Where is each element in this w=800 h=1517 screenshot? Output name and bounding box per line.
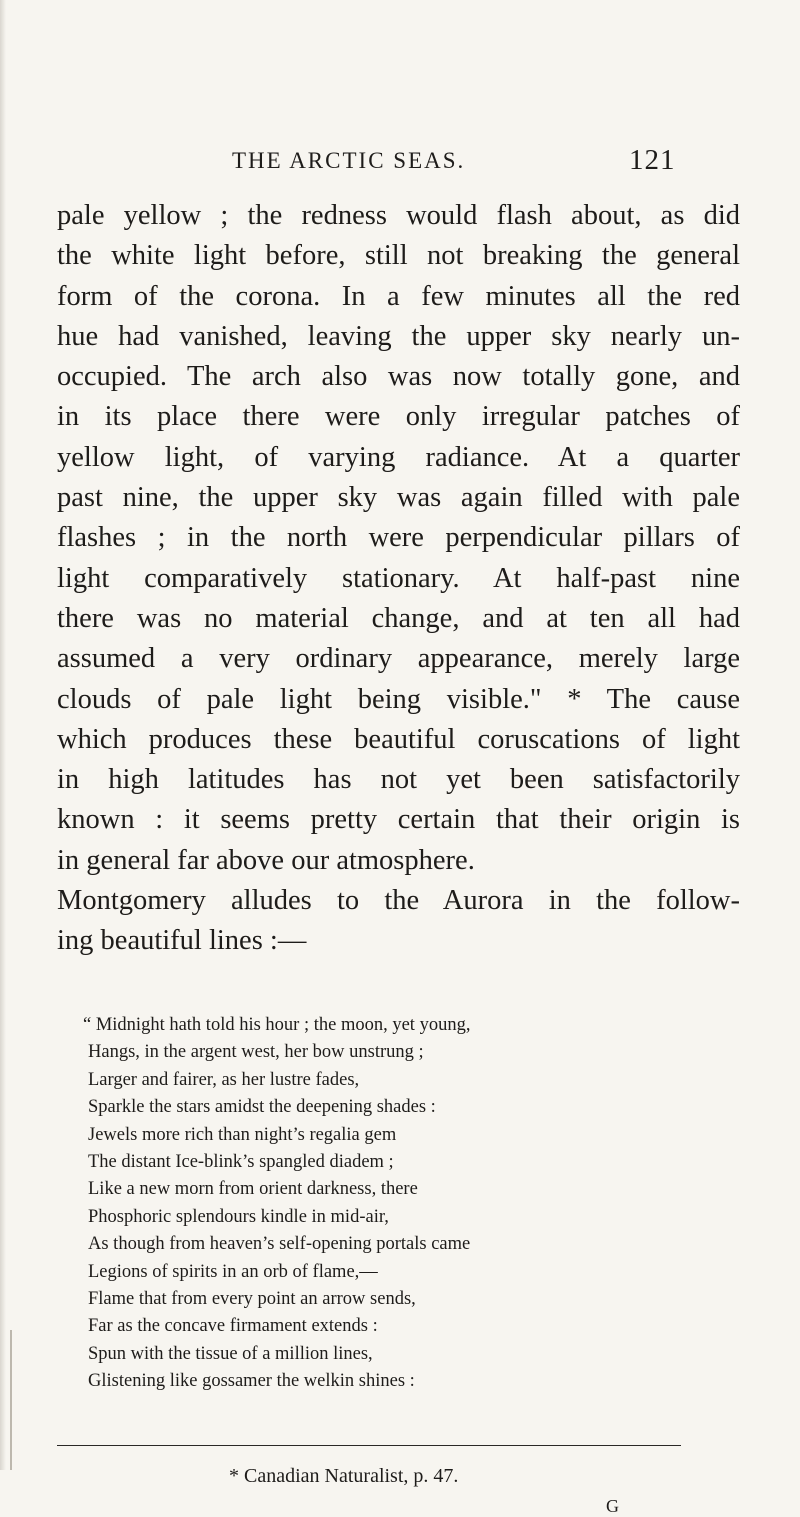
footnote: * Canadian Naturalist, p. 47. (229, 1465, 459, 1487)
page-edge (0, 0, 6, 1470)
body-line: assumed a very ordinary appearance, merely large (57, 643, 740, 675)
signature-mark: G (606, 1496, 619, 1516)
body-line: flashes ; in the north were perpendicular pillars of (57, 522, 740, 554)
body-line: in its place there were only irregular patches of (57, 401, 740, 433)
body-text (57, 196, 740, 962)
poem-line: Spun with the tissue of a million lines, (88, 1343, 373, 1364)
body-line: light comparatively stationary. At half-past nine (57, 562, 740, 594)
poem-line: Jewels more rich than night’s regalia gem (88, 1124, 397, 1145)
footnote-rule (57, 1445, 681, 1446)
body-line: Montgomery alludes to the Aurora in the follow- (57, 885, 740, 917)
poem-line: Sparkle the stars amidst the deepening shades : (88, 1097, 436, 1118)
body-line: in high latitudes has not yet been satisfactorily (57, 764, 740, 796)
gutter-shadow-line (10, 1330, 12, 1470)
body-line: hue had vanished, leaving the upper sky nearly un- (57, 320, 740, 352)
poem-line: Flame that from every point an arrow sends, (88, 1288, 416, 1309)
body-line: known : it seems pretty certain that their origin is (57, 804, 740, 836)
poem-line: The distant Ice-blink’s spangled diadem ; (88, 1151, 394, 1172)
body-line: the white light before, still not breaking the general (57, 240, 740, 272)
body-line: which produces these beautiful coruscations of light (57, 723, 740, 755)
page-header (0, 144, 800, 184)
poem-line: Glistening like gossamer the welkin shines : (88, 1371, 415, 1392)
poem-line: “ Midnight hath told his hour ; the moon, yet young, (83, 1015, 471, 1035)
page-number: 121 (629, 144, 676, 176)
poem-line: Legions of spirits in an orb of flame,— (88, 1261, 378, 1282)
poem-line: Phosphoric splendours kindle in mid-air, (88, 1206, 389, 1227)
poem-line: Larger and fairer, as her lustre fades, (88, 1069, 360, 1090)
body-line: ing beautiful lines :— (57, 925, 307, 957)
body-line: in general far above our atmosphere. (57, 844, 475, 876)
body-line: past nine, the upper sky was again filled with pale (57, 482, 740, 514)
poem-quotation (83, 1012, 738, 1395)
body-line: there was no material change, and at ten all had (57, 602, 740, 634)
poem-line: Like a new morn from orient darkness, there (88, 1179, 418, 1200)
poem-line: Far as the concave firmament extends : (88, 1316, 378, 1337)
body-line: form of the corona. In a few minutes all the red (57, 280, 740, 312)
body-line: occupied. The arch also was now totally gone, and (57, 361, 740, 393)
body-line: yellow light, of varying radiance. At a quarter (57, 441, 740, 473)
poem-line: Hangs, in the argent west, her bow unstrung ; (88, 1042, 424, 1063)
body-line: clouds of pale light being visible." * The cause (57, 683, 740, 715)
poem-line: As though from heaven’s self-opening portals came (88, 1234, 471, 1255)
running-head: THE ARCTIC SEAS. (232, 148, 466, 173)
body-line: pale yellow ; the redness would flash about, as did (57, 200, 740, 231)
